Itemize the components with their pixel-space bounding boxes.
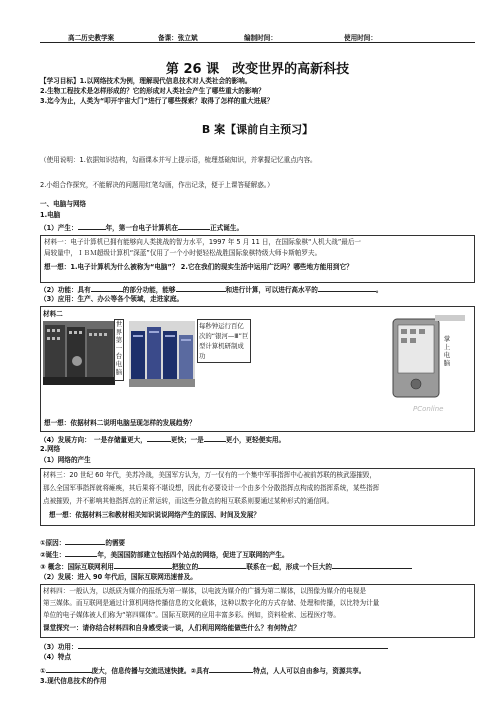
instruction-1: （使用说明：1.依据知识结构，勾画课本并写上提示语，梳理基础知识，并掌握记忆重点内容。 bbox=[40, 156, 317, 164]
material-2-label: 材料二 bbox=[43, 310, 63, 318]
features-heading: （4）特点 bbox=[40, 653, 71, 661]
pda-photo bbox=[387, 311, 469, 403]
first-computer-caption: 世界第一台电脑 bbox=[114, 319, 124, 381]
computer-heading: 1.电脑 bbox=[40, 211, 61, 219]
material-4-line2: 第三媒体。而互联网是通过计算机网络传播信息的文化载体，这种以数字化的方式存储、处理和传播，以比特为计量 bbox=[43, 599, 380, 607]
cause-line: ①原因： 的需要 bbox=[40, 539, 126, 547]
material-1-line2: 局较量中，ＩＢＭ超级计算机“深蓝”仅用了一个小时便轻松战胜国际象棋特级大师卡斯帕罗夫。 bbox=[44, 249, 322, 257]
birth-line: ②诞生： 年，美国国防部建立包括四个站点的网络，促进了互联网的产生。 bbox=[40, 551, 289, 559]
q2-function: （2）功能：具有 的部分功能，能够 和进行计算，可以进行高水平的 。 bbox=[40, 286, 383, 294]
material-1-box bbox=[40, 235, 475, 283]
section-b-title: B 案【课前自主预习】 bbox=[201, 123, 314, 136]
header-time1: 编制时间： bbox=[244, 34, 277, 42]
development-line: （2）发展：进入 90 年代后，国际互联网迅速普及。 bbox=[40, 573, 197, 581]
material-3-line2: 那么全国军事指挥就将瘫痪，其后果将不堪设想，因此有必要设计一个由多个分散指挥点构成的指挥系统，某些指挥 bbox=[43, 484, 380, 492]
material-2-box bbox=[40, 306, 475, 432]
material-1-line1: 材料一：电子计算机已拥有能够向人类挑战的智力水平，1997 年 5 月 11 日，在国际象棋“人机大战”最后一 bbox=[44, 238, 362, 246]
network-origin-heading: （1）网络的产生 bbox=[40, 456, 91, 464]
part1-title: 一、电脑与网络 bbox=[40, 200, 87, 208]
learning-goal-3: 3.迄今为止，人类为“叩开宇宙大门”进行了哪些探索？取得了怎样的重大进展？ bbox=[40, 97, 274, 105]
explore-1: 课堂探究一：请你结合材料四和自身感受谈一谈，人们利用网络能做些什么？有何特点？ bbox=[43, 624, 301, 632]
yinhe-supercomputer-photo bbox=[129, 321, 195, 387]
worksheet-page bbox=[40, 30, 475, 685]
page-header bbox=[40, 30, 475, 43]
lesson-title: 第 26 课 改变世界的高新科技 bbox=[165, 62, 350, 77]
features-line: ① 庞大，信息传播与交流迅速快捷。②具有 特点，人人可以自由参与，资源共享。 bbox=[40, 667, 366, 675]
q3-application: （3）应用：生产、办公等各个领域，走进家庭。 bbox=[40, 295, 184, 303]
network-heading: 2.网络 bbox=[40, 445, 61, 453]
learning-goal-2: 2.生物工程技术是怎样形成的？它的形成对人类社会产生了哪些重大的影响？ bbox=[40, 87, 265, 95]
instruction-2: 2.小组合作探究，不能解决的问题用红笔勾画，作出记录，便于上课答疑解惑。） bbox=[40, 181, 274, 189]
role-heading: 3.现代信息技术的作用 bbox=[40, 677, 107, 685]
q4-direction: （4）发展方向： 一是存储量更大， 更快；一是 更小，更轻便实用。 bbox=[40, 436, 286, 444]
think-2: 想一想：依据材料二说明电脑呈现怎样的发展趋势？ bbox=[44, 419, 196, 427]
material-4-line3: 单位的电子媒体被人们称为“第四媒体”。国际互联网的应用丰富多彩。例如，资料检索、远程医疗等。 bbox=[43, 611, 340, 619]
header-preparer: 备课：张立斌 bbox=[158, 34, 198, 42]
pconline-watermark: PConline bbox=[413, 405, 444, 413]
concept-line: ③ 概念：国际互联网利用 把独立的 联系在一起，形成一个巨大的 bbox=[40, 561, 412, 572]
yinhe-caption: 每秒钟运行百亿次的“银河—Ⅲ”巨型计算机研制成功 bbox=[197, 319, 251, 363]
material-3-line1: 材料三：20 世纪 60 年代，美苏冷战，美国军方认为，万一仅有的一个集中军事指挥中心被前苏联的核武器摧毁， bbox=[43, 471, 376, 479]
think-3: 想一想：依据材料三和教材相关知识说说网络产生的原因、时间及发展？ bbox=[49, 511, 260, 519]
header-subject: 高二历史教学案 bbox=[68, 34, 115, 42]
header-time2: 使用时间： bbox=[344, 34, 377, 42]
function-line: （3）功用： bbox=[40, 641, 388, 652]
first-computer-photo bbox=[43, 321, 115, 385]
material-3-line3: 点被摧毁，并不影响其他指挥点的正常运转，而这些分散点的相互联系则要通过某种形式的通信网。 bbox=[43, 497, 334, 505]
learning-goal-1: 【学习目标】1.以网络技术为例，理解现代信息技术对人类社会的影响。 bbox=[40, 77, 252, 85]
pda-caption: 掌上电脑 bbox=[443, 335, 451, 375]
material-4-box bbox=[40, 584, 475, 638]
material-4-line1: 材料四：一般认为，以纸质为媒介的报纸为第一媒体，以电波为媒介的广播为第二媒体，以图像为媒介的电视是 bbox=[43, 587, 367, 595]
q1-origin: （1）产生： 年，第一台电子计算机在 正式诞生。 bbox=[40, 224, 244, 232]
think-1: 想一想：1.电子计算机为什么被称为“电脑”？ 2.它在我们的现实生活中运用广泛吗？哪些地方能用到它？ bbox=[44, 263, 353, 271]
material-3-box bbox=[40, 468, 475, 526]
